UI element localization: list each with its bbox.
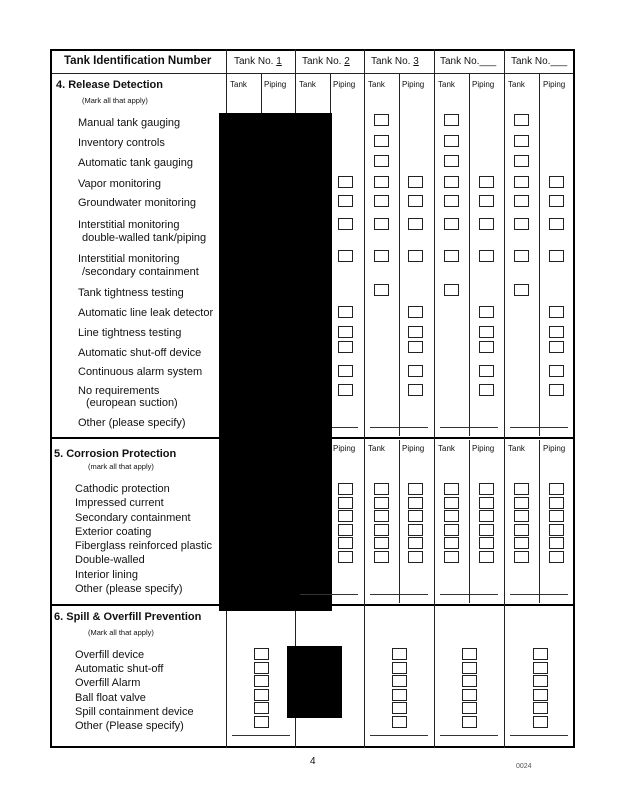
checkbox[interactable] bbox=[408, 195, 423, 207]
checkbox[interactable] bbox=[444, 135, 459, 147]
checkbox[interactable] bbox=[444, 250, 459, 262]
tank-id-header: Tank Identification Number bbox=[64, 55, 212, 67]
checkbox[interactable] bbox=[254, 716, 269, 728]
checkbox[interactable] bbox=[338, 218, 353, 230]
checkbox[interactable] bbox=[444, 510, 459, 522]
checkbox[interactable] bbox=[408, 250, 423, 262]
specify-line[interactable] bbox=[370, 427, 428, 428]
checkbox[interactable] bbox=[254, 662, 269, 674]
specify-line[interactable] bbox=[232, 735, 290, 736]
checkbox[interactable] bbox=[549, 306, 564, 318]
checkbox[interactable] bbox=[338, 341, 353, 353]
col-divider bbox=[504, 49, 505, 748]
subcol-divider bbox=[399, 440, 400, 603]
checkbox[interactable] bbox=[549, 510, 564, 522]
label-vapor-monitoring: Vapor monitoring bbox=[78, 178, 161, 190]
label-inventory-controls: Inventory controls bbox=[78, 137, 165, 149]
tank-header-3: Tank No. 3 bbox=[371, 56, 419, 67]
checkbox[interactable] bbox=[514, 510, 529, 522]
label-secondary-containment: /secondary containment bbox=[82, 266, 199, 278]
checkbox[interactable] bbox=[479, 306, 494, 318]
checkbox[interactable] bbox=[408, 176, 423, 188]
label-cathodic-protection: Cathodic protection bbox=[75, 483, 170, 495]
label-other-4: Other (please specify) bbox=[78, 417, 186, 429]
checkbox[interactable] bbox=[479, 250, 494, 262]
page-number: 4 bbox=[310, 756, 316, 767]
label-automatic-tank-gauging: Automatic tank gauging bbox=[78, 157, 193, 169]
checkbox[interactable] bbox=[549, 250, 564, 262]
tank-header-2: Tank No. 2 bbox=[302, 56, 350, 67]
checkbox[interactable] bbox=[444, 483, 459, 495]
table-bottom-border bbox=[50, 746, 574, 748]
checkbox[interactable] bbox=[254, 702, 269, 714]
checkbox[interactable] bbox=[549, 176, 564, 188]
checkbox[interactable] bbox=[514, 524, 529, 536]
checkbox[interactable] bbox=[533, 648, 548, 660]
label-other-5: Other (please specify) bbox=[75, 583, 183, 595]
label-automatic-shutoff: Automatic shut-off device bbox=[78, 347, 202, 359]
checkbox[interactable] bbox=[338, 326, 353, 338]
tank-header-5: Tank No.___ bbox=[511, 56, 568, 67]
checkbox[interactable] bbox=[408, 218, 423, 230]
sub-piping-3: Piping bbox=[402, 80, 425, 89]
tank-header-1: Tank No. 1 bbox=[234, 56, 282, 67]
label-interstitial-monitoring-2: Interstitial monitoring bbox=[78, 253, 180, 265]
checkbox[interactable] bbox=[514, 497, 529, 509]
checkbox[interactable] bbox=[444, 524, 459, 536]
checkbox[interactable] bbox=[549, 365, 564, 377]
checkbox[interactable] bbox=[533, 716, 548, 728]
specify-line[interactable] bbox=[440, 735, 498, 736]
checkbox[interactable] bbox=[392, 702, 407, 714]
specify-line[interactable] bbox=[440, 594, 498, 595]
checkbox[interactable] bbox=[479, 195, 494, 207]
label-line-tightness-testing: Line tightness testing bbox=[78, 327, 182, 339]
sub-piping-2: Piping bbox=[333, 444, 356, 453]
sub-tank-5: Tank bbox=[508, 444, 525, 453]
label-exterior-coating: Exterior coating bbox=[75, 526, 152, 538]
checkbox[interactable] bbox=[533, 662, 548, 674]
subcol-divider bbox=[469, 74, 470, 436]
checkbox[interactable] bbox=[374, 524, 389, 536]
checkbox[interactable] bbox=[514, 250, 529, 262]
checkbox[interactable] bbox=[338, 365, 353, 377]
label-double-walled-5: Double-walled bbox=[75, 554, 145, 566]
checkbox[interactable] bbox=[408, 537, 423, 549]
checkbox[interactable] bbox=[338, 250, 353, 262]
checkbox[interactable] bbox=[408, 510, 423, 522]
section-6-instruction: (Mark all that apply) bbox=[88, 628, 154, 637]
checkbox[interactable] bbox=[444, 284, 459, 296]
checkbox[interactable] bbox=[338, 384, 353, 396]
checkbox[interactable] bbox=[514, 155, 529, 167]
checkbox[interactable] bbox=[479, 365, 494, 377]
checkbox[interactable] bbox=[444, 497, 459, 509]
header-bottom-border bbox=[50, 73, 574, 74]
checkbox[interactable] bbox=[392, 689, 407, 701]
checkbox[interactable] bbox=[479, 551, 494, 563]
checkbox[interactable] bbox=[444, 114, 459, 126]
checkbox[interactable] bbox=[408, 497, 423, 509]
checkbox[interactable] bbox=[514, 284, 529, 296]
checkbox[interactable] bbox=[392, 675, 407, 687]
checkbox[interactable] bbox=[549, 218, 564, 230]
checkbox[interactable] bbox=[514, 218, 529, 230]
table-right-border bbox=[573, 49, 575, 748]
sub-tank-2: Tank bbox=[299, 80, 316, 89]
sub-piping-2: Piping bbox=[333, 80, 356, 89]
checkbox[interactable] bbox=[374, 250, 389, 262]
label-automatic-line-leak: Automatic line leak detector bbox=[78, 307, 214, 319]
subcol-divider bbox=[469, 440, 470, 603]
sub-tank-4: Tank bbox=[438, 80, 455, 89]
checkbox[interactable] bbox=[374, 551, 389, 563]
subcol-divider bbox=[399, 74, 400, 436]
checkbox[interactable] bbox=[479, 176, 494, 188]
specify-line[interactable] bbox=[370, 735, 428, 736]
checkbox[interactable] bbox=[338, 510, 353, 522]
checkbox[interactable] bbox=[462, 689, 477, 701]
sub-piping-3: Piping bbox=[402, 444, 425, 453]
checkbox[interactable] bbox=[338, 306, 353, 318]
checkbox[interactable] bbox=[444, 195, 459, 207]
checkbox[interactable] bbox=[479, 510, 494, 522]
checkbox[interactable] bbox=[374, 218, 389, 230]
checkbox[interactable] bbox=[479, 524, 494, 536]
checkbox[interactable] bbox=[254, 689, 269, 701]
checkbox[interactable] bbox=[549, 483, 564, 495]
checkbox[interactable] bbox=[374, 135, 389, 147]
section-6-title: 6. Spill & Overfill Prevention bbox=[54, 611, 202, 623]
label-manual-tank-gauging: Manual tank gauging bbox=[78, 117, 181, 129]
checkbox[interactable] bbox=[479, 384, 494, 396]
checkbox[interactable] bbox=[408, 524, 423, 536]
checkbox[interactable] bbox=[408, 365, 423, 377]
checkbox[interactable] bbox=[514, 551, 529, 563]
checkbox[interactable] bbox=[462, 648, 477, 660]
checkbox[interactable] bbox=[392, 716, 407, 728]
section-4-instruction: (Mark all that apply) bbox=[82, 96, 148, 105]
label-ball-float-valve: Ball float valve bbox=[75, 692, 146, 704]
label-groundwater-monitoring: Groundwater monitoring bbox=[78, 197, 197, 209]
file-number: 0024 bbox=[516, 763, 532, 770]
checkbox[interactable] bbox=[338, 537, 353, 549]
col-divider bbox=[364, 49, 365, 748]
checkbox[interactable] bbox=[479, 483, 494, 495]
checkbox[interactable] bbox=[408, 326, 423, 338]
checkbox[interactable] bbox=[462, 662, 477, 674]
label-interior-lining: Interior lining bbox=[75, 569, 138, 581]
checkbox[interactable] bbox=[514, 176, 529, 188]
sub-piping-5: Piping bbox=[543, 80, 566, 89]
checkbox[interactable] bbox=[374, 195, 389, 207]
checkbox[interactable] bbox=[514, 537, 529, 549]
checkbox[interactable] bbox=[549, 497, 564, 509]
checkbox[interactable] bbox=[514, 135, 529, 147]
checkbox[interactable] bbox=[374, 483, 389, 495]
checkbox[interactable] bbox=[374, 114, 389, 126]
checkbox[interactable] bbox=[514, 114, 529, 126]
redaction-block bbox=[287, 646, 342, 718]
checkbox[interactable] bbox=[549, 384, 564, 396]
specify-line[interactable] bbox=[370, 594, 428, 595]
section-4-title: 4. Release Detection bbox=[56, 79, 163, 91]
section-5-title: 5. Corrosion Protection bbox=[54, 448, 177, 460]
checkbox[interactable] bbox=[374, 284, 389, 296]
checkbox[interactable] bbox=[549, 195, 564, 207]
label-interstitial-monitoring-1: Interstitial monitoring bbox=[78, 219, 180, 231]
label-european-suction: (european suction) bbox=[86, 397, 178, 409]
sub-piping-4: Piping bbox=[472, 444, 495, 453]
checkbox[interactable] bbox=[254, 648, 269, 660]
checkbox[interactable] bbox=[444, 551, 459, 563]
checkbox[interactable] bbox=[462, 702, 477, 714]
checkbox[interactable] bbox=[533, 675, 548, 687]
checkbox[interactable] bbox=[374, 155, 389, 167]
label-continuous-alarm: Continuous alarm system bbox=[78, 366, 203, 378]
checkbox[interactable] bbox=[479, 497, 494, 509]
checkbox[interactable] bbox=[374, 537, 389, 549]
sub-piping-4: Piping bbox=[472, 80, 495, 89]
label-no-requirements: No requirements bbox=[78, 385, 160, 397]
sub-tank-3: Tank bbox=[368, 444, 385, 453]
checkbox[interactable] bbox=[444, 218, 459, 230]
label-other-6: Other (Please specify) bbox=[75, 720, 184, 732]
checkbox[interactable] bbox=[408, 306, 423, 318]
checkbox[interactable] bbox=[479, 218, 494, 230]
checkbox[interactable] bbox=[533, 689, 548, 701]
checkbox[interactable] bbox=[533, 702, 548, 714]
checkbox[interactable] bbox=[462, 675, 477, 687]
label-secondary-containment-5: Secondary containment bbox=[75, 512, 191, 524]
checkbox[interactable] bbox=[338, 483, 353, 495]
checkbox[interactable] bbox=[392, 648, 407, 660]
checkbox[interactable] bbox=[549, 326, 564, 338]
sub-tank-3: Tank bbox=[368, 80, 385, 89]
checkbox[interactable] bbox=[462, 716, 477, 728]
table-left-border bbox=[50, 49, 52, 748]
label-overfill-alarm: Overfill Alarm bbox=[75, 677, 141, 689]
sub-piping-5: Piping bbox=[543, 444, 566, 453]
checkbox[interactable] bbox=[549, 551, 564, 563]
subcol-divider bbox=[539, 440, 540, 603]
checkbox[interactable] bbox=[408, 341, 423, 353]
table-top-border bbox=[50, 49, 574, 51]
tank-header-4: Tank No.___ bbox=[440, 56, 497, 67]
checkbox[interactable] bbox=[514, 195, 529, 207]
checkbox[interactable] bbox=[392, 662, 407, 674]
checkbox[interactable] bbox=[338, 551, 353, 563]
sub-piping-1: Piping bbox=[264, 80, 287, 89]
checkbox[interactable] bbox=[338, 524, 353, 536]
checkbox[interactable] bbox=[374, 510, 389, 522]
specify-line[interactable] bbox=[510, 594, 568, 595]
label-spill-containment: Spill containment device bbox=[75, 706, 194, 718]
checkbox[interactable] bbox=[479, 341, 494, 353]
checkbox[interactable] bbox=[514, 483, 529, 495]
checkbox[interactable] bbox=[374, 497, 389, 509]
specify-line[interactable] bbox=[510, 735, 568, 736]
checkbox[interactable] bbox=[338, 497, 353, 509]
checkbox[interactable] bbox=[479, 537, 494, 549]
redaction-block bbox=[219, 113, 332, 611]
checkbox[interactable] bbox=[444, 155, 459, 167]
specify-line[interactable] bbox=[300, 594, 358, 595]
label-fiberglass: Fiberglass reinforced plastic bbox=[75, 540, 212, 552]
checkbox[interactable] bbox=[444, 537, 459, 549]
label-impressed-current: Impressed current bbox=[75, 497, 164, 509]
checkbox[interactable] bbox=[549, 524, 564, 536]
checkbox[interactable] bbox=[374, 176, 389, 188]
col-divider bbox=[434, 49, 435, 748]
checkbox[interactable] bbox=[444, 176, 459, 188]
checkbox[interactable] bbox=[338, 176, 353, 188]
checkbox[interactable] bbox=[408, 551, 423, 563]
specify-line[interactable] bbox=[440, 427, 498, 428]
label-overfill-device: Overfill device bbox=[75, 649, 145, 661]
section-5-instruction: (mark all that apply) bbox=[88, 462, 154, 471]
specify-line[interactable] bbox=[510, 427, 568, 428]
checkbox[interactable] bbox=[408, 384, 423, 396]
checkbox[interactable] bbox=[408, 483, 423, 495]
label-tank-tightness-testing: Tank tightness testing bbox=[78, 287, 184, 299]
checkbox[interactable] bbox=[479, 326, 494, 338]
checkbox[interactable] bbox=[254, 675, 269, 687]
checkbox[interactable] bbox=[338, 195, 353, 207]
checkbox[interactable] bbox=[549, 537, 564, 549]
sub-tank-4: Tank bbox=[438, 444, 455, 453]
checkbox[interactable] bbox=[549, 341, 564, 353]
label-automatic-shutoff-6: Automatic shut-off bbox=[75, 663, 164, 675]
label-double-walled: double-walled tank/piping bbox=[82, 232, 207, 244]
sub-tank-1: Tank bbox=[230, 80, 247, 89]
subcol-divider bbox=[539, 74, 540, 436]
sub-tank-5: Tank bbox=[508, 80, 525, 89]
